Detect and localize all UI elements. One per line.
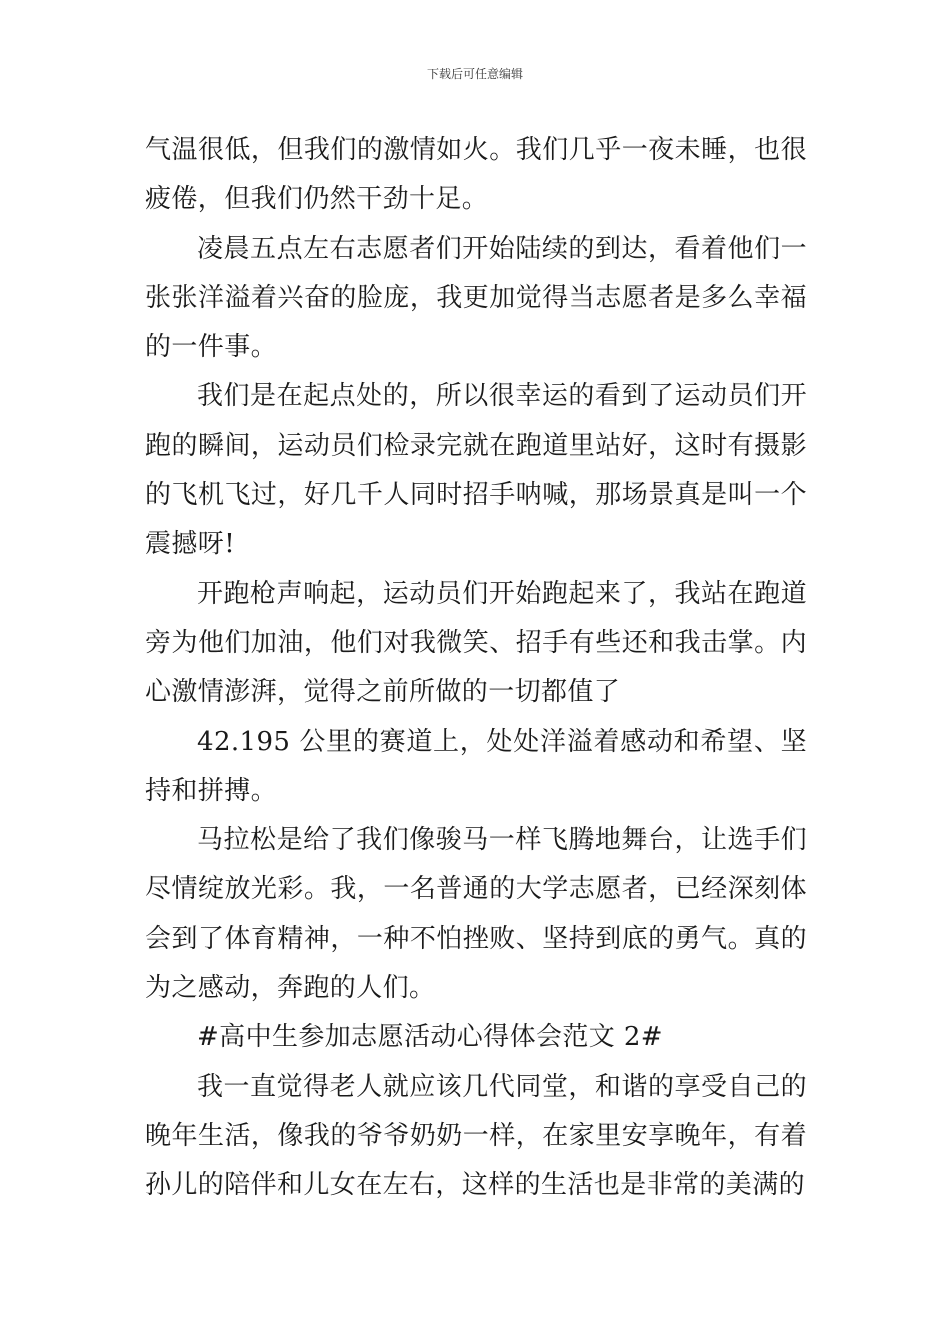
paragraph: 气温很低，但我们的激情如火。我们几乎一夜未睡，也很疲倦，但我们仍然干劲十足。 [145,135,807,215]
paragraph: 凌晨五点左右志愿者们开始陆续的到达，看着他们一张张洋溢着兴奋的脸庞，我更加觉得当志愿者是多么幸福的一件事。 [145,233,807,363]
paragraph: 42.195 公里的赛道上，处处洋溢着感动和希望、坚持和拼搏。 [145,726,807,806]
paragraph: 我们是在起点处的，所以很幸运的看到了运动员们开跑的瞬间，运动员们检录完就在跑道里站好，这时有摄影的飞机飞过，好几千人同时招手呐喊，那场景真是叫一个震撼呀! [145,381,807,560]
paragraph: 开跑枪声响起，运动员们开始跑起来了，我站在跑道旁为他们加油，他们对我微笑、招手有些还和我击掌。内心激情澎湃，觉得之前所做的一切都值了 [145,578,807,708]
section-heading: #高中生参加志愿活动心得体会范文 2# [197,1022,663,1053]
document-body [145,126,807,1211]
page-header-note: 下载后可任意编辑 [426,67,523,81]
paragraph: 我一直觉得老人就应该几代同堂，和谐的享受自己的晚年生活，像我的爷爷奶奶一样，在家里安享晚年，有着孙儿的陪伴和儿女在左右，这样的生活也是非常的美满的 [145,1071,807,1201]
paragraph: 马拉松是给了我们像骏马一样飞腾地舞台，让选手们尽情绽放光彩。我，一名普通的大学志愿者，已经深刻体会到了体育精神，一种不怕挫败、坚持到底的勇气。真的为之感动，奔跑的人们。 [145,825,807,1004]
